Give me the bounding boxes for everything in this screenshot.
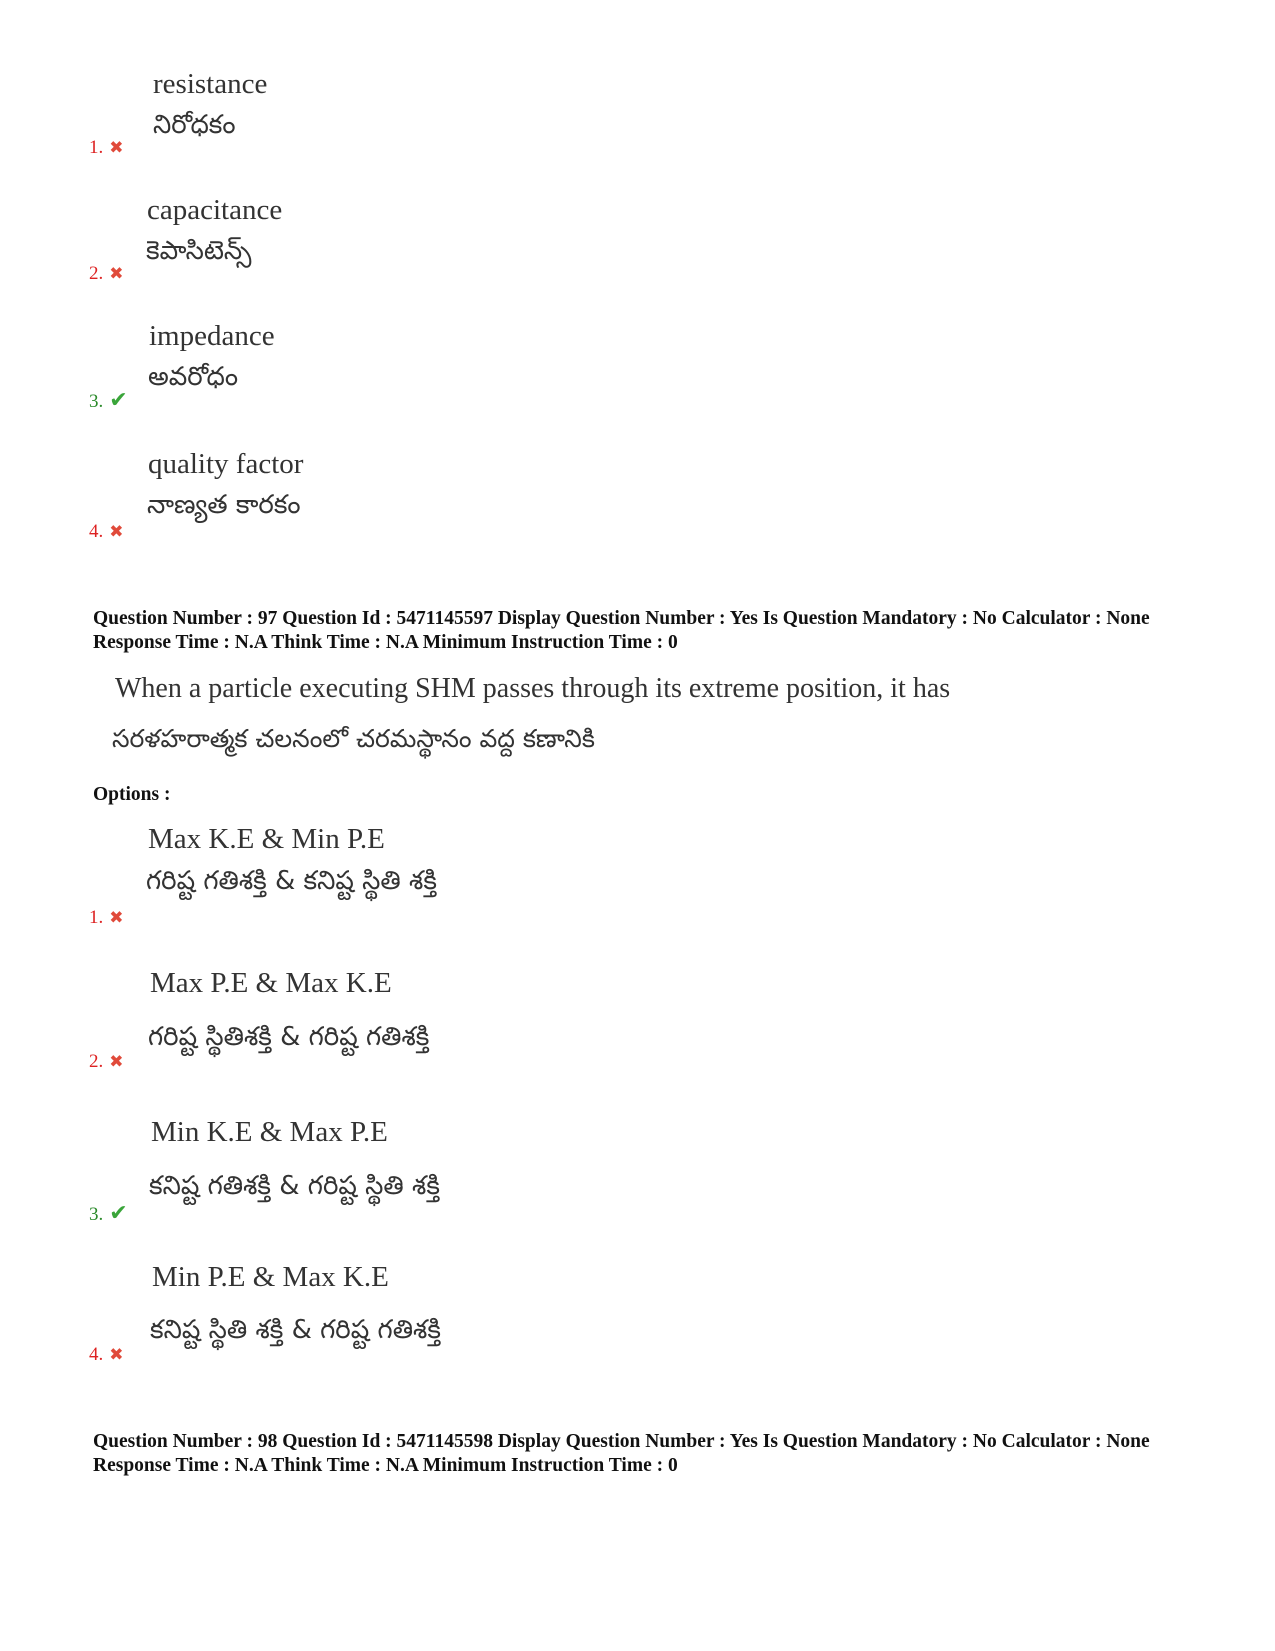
option-number-label: 4.: [89, 521, 104, 542]
option-number-label: 3.: [89, 391, 104, 412]
cross-icon: ✖: [109, 522, 124, 541]
check-icon: ✔: [109, 1200, 128, 1225]
option-text-en: Min P.E & Max K.E: [152, 1261, 389, 1293]
cross-icon: ✖: [109, 1052, 124, 1071]
question-97-stem-en: When a particle executing SHM passes through its extreme position, it has: [115, 673, 951, 704]
option-text-en: Max K.E & Min P.E: [148, 823, 385, 855]
cross-icon: ✖: [109, 1345, 124, 1364]
question-98-meta: Question Number : 98 Question Id : 5471145598 Display Question Number : Yes Is Question Mandatory : No Calculator : None Response Time : N.A Think Time : N.A Minimum Instruction Time : 0: [93, 1431, 1150, 1476]
option-text-te: అవరోధం: [148, 362, 239, 392]
option-text-en: resistance: [153, 68, 268, 100]
option-number-label: 1.: [89, 137, 104, 158]
option-text-te: కనిష్ట గతిశక్తి & గరిష్ట స్థితి శక్తి: [149, 1171, 440, 1201]
option-text-en: Max P.E & Max K.E: [150, 967, 392, 999]
option-text-te: నిరోధకం: [153, 110, 236, 140]
option-number: [89, 1051, 124, 1073]
option-number: [89, 1344, 124, 1366]
option-text-en: quality factor: [148, 448, 304, 480]
question-97-meta: Question Number : 97 Question Id : 5471145597 Display Question Number : Yes Is Question Mandatory : No Calculator : None Response Time : N.A Think Time : N.A Minimum Instruction Time : 0: [93, 608, 1150, 653]
check-icon: ✔: [109, 387, 128, 412]
option-number: [89, 387, 128, 413]
option-text-te: కనిష్ట స్థితి శక్తి & గరిష్ట గతిశక్తి: [150, 1315, 441, 1345]
option-text-en: impedance: [149, 320, 275, 352]
option-number: [89, 263, 124, 285]
option-text-te: గరిష్ట స్థితిశక్తి & గరిష్ట గతిశక్తి: [148, 1022, 430, 1052]
option-text-te: గరిష్ట గతిశక్తి & కనిష్ట స్థితి శక్తి: [146, 866, 437, 896]
option-number-label: 3.: [89, 1204, 104, 1225]
option-text-te: కెపాసిటెన్స్: [146, 236, 252, 266]
cross-icon: ✖: [109, 264, 124, 283]
option-number: [89, 1200, 128, 1226]
question-97-stem-te: సరళహరాత్మక చలనంలో చరమస్థానం వద్ద కణానికి: [112, 724, 595, 753]
option-text-te: నాణ్యత కారకం: [147, 490, 301, 520]
option-number-label: 2.: [89, 1051, 104, 1072]
cross-icon: ✖: [109, 908, 124, 927]
option-number: [89, 907, 124, 929]
option-number-label: 1.: [89, 907, 104, 928]
option-number: [89, 521, 124, 543]
option-number: [89, 137, 124, 159]
option-text-en: capacitance: [147, 194, 283, 226]
option-number-label: 4.: [89, 1344, 104, 1365]
option-number-label: 2.: [89, 263, 104, 284]
options-label: Options :: [93, 784, 171, 805]
cross-icon: ✖: [109, 138, 124, 157]
option-text-en: Min K.E & Max P.E: [151, 1116, 388, 1148]
